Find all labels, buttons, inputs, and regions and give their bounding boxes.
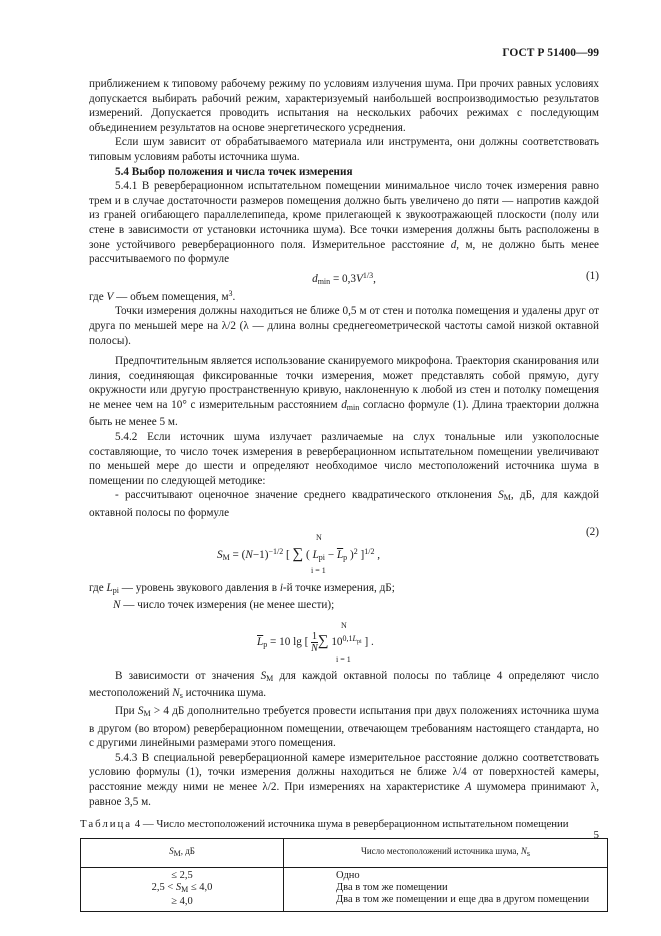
table-cell: ≤ 2,5 $2,5 < S_M \le 4,0$ ≥ 4,0 xyxy=(81,867,284,911)
paragraph-5-4-1: 5.4.1 В реверберационном испытательном помещении минимальное число точек измерения равно трем и в случае достаточности размеров помещения должно быть увеличено до пяти — напротив каждой из граней огибающего параллелепипеда, кроме прилегающей к звукоотражающей плоскости (полу или стене в зависимости от установки источника шума). Все точки измерения должны быть расположены в зоне устойчивого реверберационного поля. Измерительное расстояние d, м, не должно быть менее рассчитываемого по формуле xyxy=(89,180,600,266)
table-header-row xyxy=(81,838,608,867)
table-cell: Одно Два в том же помещении Два в том же помещении и еще два в другом помещении xyxy=(284,867,608,911)
where-clause: N — число точек измерения (не менее шести); xyxy=(113,599,335,612)
page-content xyxy=(80,77,600,912)
paragraph: В зависимости от значения $S_M$ для каждой октавной полосы по таблице 4 определяют число местоположений $N_s$ источника шума. xyxy=(89,669,599,701)
table-4 xyxy=(80,838,608,912)
paragraph: Если шум зависит от обрабатываемого материала или инструмента, они должны соответствовать типовым условиям работы источника шума. xyxy=(89,136,599,163)
paragraph: приближением к типовому рабочему режиму по условиям излучения шума. При прочих равных условиях допускается выбирать рабочий режим, характеризуемый наибольшей воспроизводимостью результатов измерений. Допускается проводить испытания на нескольких рабочих режимах с последующим объединением результатов на основе энергетического усреднения. xyxy=(89,78,599,134)
where-clause: где V — объем помещения, $м^3$. xyxy=(89,288,236,303)
table-header-cell: Число местоположений источника шума, Ns xyxy=(284,838,608,867)
formula-1: $d_{min} = 0,3V^{1/3}$, (1) xyxy=(312,269,599,286)
formula-number: (1) xyxy=(585,269,599,282)
paragraph: Предпочтительным является использование сканируемого микрофона. Траектория сканирования или линия, соединяющая фиксированные точки измерения, может представлять собой прямую, дугу окружности или другую пространственную кривую, наклоненную к любой из стен и потолку помещения не менее чем на 10° с измерительным расстоянием $d_{min}$ согласно формуле (1). Длина траектории должна быть не менее 5 м. xyxy=(89,355,599,429)
formula-number: (2) xyxy=(585,525,599,538)
paragraph-5-4-3: 5.4.3 В специальной реверберационной камере измерительное расстояние должно соответствовать условию формулы (1), точки измерения должны находиться не ближе λ/4 от поверхностей камеры, расстояние между ними не менее λ/2. При измерениях на характеристике A шумомера принимают λ, равное 3,5 м. xyxy=(89,751,599,808)
formula-3: N $\overline{L}_p = 10$ lg [ $\frac{1}{N}$ ∑ $10^{0,1L}pi$ ] . i = 1 xyxy=(257,620,374,664)
paragraph: - рассчитывают оценочное значение среднего квадратического отклонения $S_M$, дБ, для каждой октавной полосы по формуле xyxy=(89,489,599,520)
paragraph: Точки измерения должны находиться не ближе 0,5 м от стен и потолка помещения и удалены друг от друга по меньшей мере на λ/2 (λ — длина волны среднегеометрической частоты самой низкой октавной полосы). xyxy=(89,305,599,347)
table-row xyxy=(81,867,608,911)
paragraph-5-4-2: 5.4.2 Если источник шума излучает различаемые на слух тональные или узкополосные составляющие, то число точек измерения в реверберационном испытательном помещении увеличивают по меньшей мере до шести и определяют необходимое число местоположений источника шума в помещении по следующей методике: xyxy=(89,431,599,487)
page-number: 5 xyxy=(593,829,599,841)
paragraph: При $S_M > 4$ дБ дополнительно требуется провести испытания при двух положениях источника шума в другом (во втором) реверберационном помещении, отвечающем требованиям настоящего стандарта, но с другими линейными размерами этого помещения. xyxy=(89,705,599,750)
table-caption: Таблица 4 — Число местоположений источника шума в реверберационном испытательном помещении xyxy=(80,818,569,831)
formula-2: (2) N $S_M = (N-1)^{-1/2}$ [ ∑ ( $L_{pi} - \overline{L}_p$ )$^2$ ]$^{1/2}$ , i = 1 xyxy=(217,525,599,575)
section-heading: 5.4 Выбор положения и числа точек измерения xyxy=(115,165,353,178)
standard-header: ГОСТ Р 51400—99 xyxy=(502,47,599,59)
where-clause: где $L_{pi}$ — уровень звукового давления в i-й точке измерения, дБ; xyxy=(89,581,395,595)
table-header-cell: SM, дБ xyxy=(81,838,284,867)
